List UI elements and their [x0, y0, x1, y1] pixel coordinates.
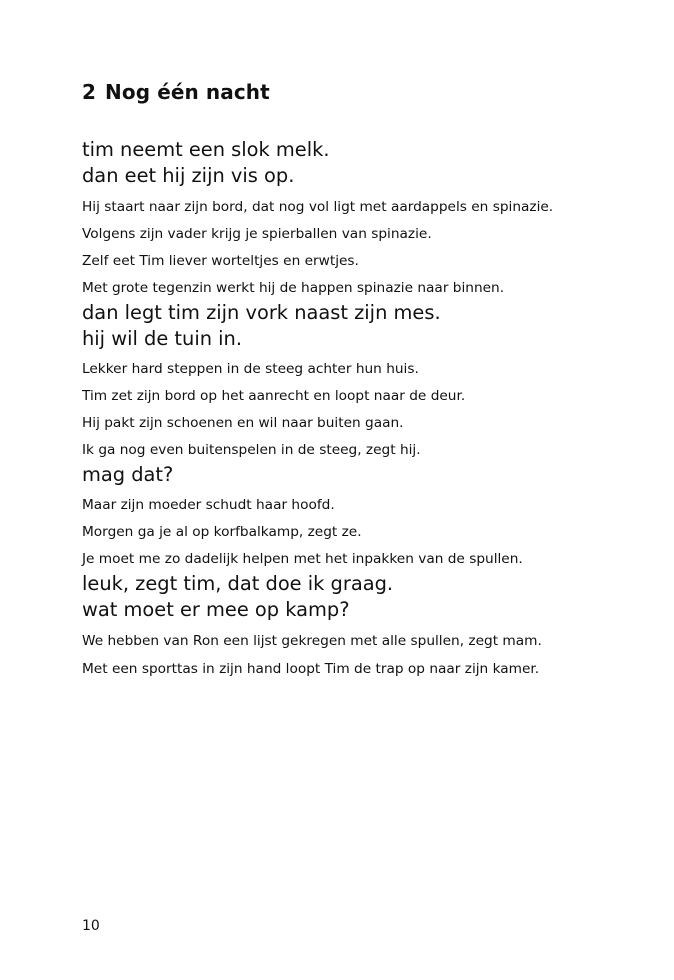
text-line: Ik ga nog even buitenspelen in de steeg, zegt hij. — [82, 442, 421, 458]
text-line: Je moet me zo dadelijk helpen met het inpakken van de spullen. — [82, 551, 523, 567]
text-line: Met een sporttas in zijn hand loopt Tim de trap op naar zijn kamer. — [82, 661, 540, 677]
text-line: dan eet hij zijn vis op. — [82, 164, 295, 187]
text-line: tim neemt een slok melk. — [82, 138, 330, 161]
chapter-heading — [82, 80, 270, 104]
text-line: We hebben van Ron een lijst gekregen met alle spullen, zegt mam. — [82, 633, 542, 649]
text-line: hij wil de tuin in. — [82, 327, 243, 350]
text-line: dan legt tim zijn vork naast zijn mes. — [82, 301, 441, 324]
text-line: wat moet er mee op kamp? — [82, 598, 350, 621]
text-line: Lekker hard steppen in de steeg achter hun huis. — [82, 361, 419, 377]
text-line: Maar zijn moeder schudt haar hoofd. — [82, 497, 335, 513]
chapter-number: 2 — [82, 80, 97, 104]
text-line: Hij staart naar zijn bord, dat nog vol ligt met aardappels en spinazie. — [82, 199, 554, 215]
text-line: mag dat? — [82, 463, 174, 486]
text-line: Morgen ga je al op korfbalkamp, zegt ze. — [82, 524, 362, 540]
text-line: leuk, zegt tim, dat doe ik graag. — [82, 572, 394, 595]
page-number: 10 — [82, 918, 100, 934]
text-line: Hij pakt zijn schoenen en wil naar buiten gaan. — [82, 415, 404, 431]
chapter-title: Nog één nacht — [105, 80, 270, 104]
text-line: Tim zet zijn bord op het aanrecht en loopt naar de deur. — [82, 388, 466, 404]
text-line: Volgens zijn vader krijg je spierballen van spinazie. — [82, 226, 432, 242]
text-line: Zelf eet Tim liever worteltjes en erwtjes. — [82, 253, 359, 269]
text-line: Met grote tegenzin werkt hij de happen spinazie naar binnen. — [82, 280, 505, 296]
